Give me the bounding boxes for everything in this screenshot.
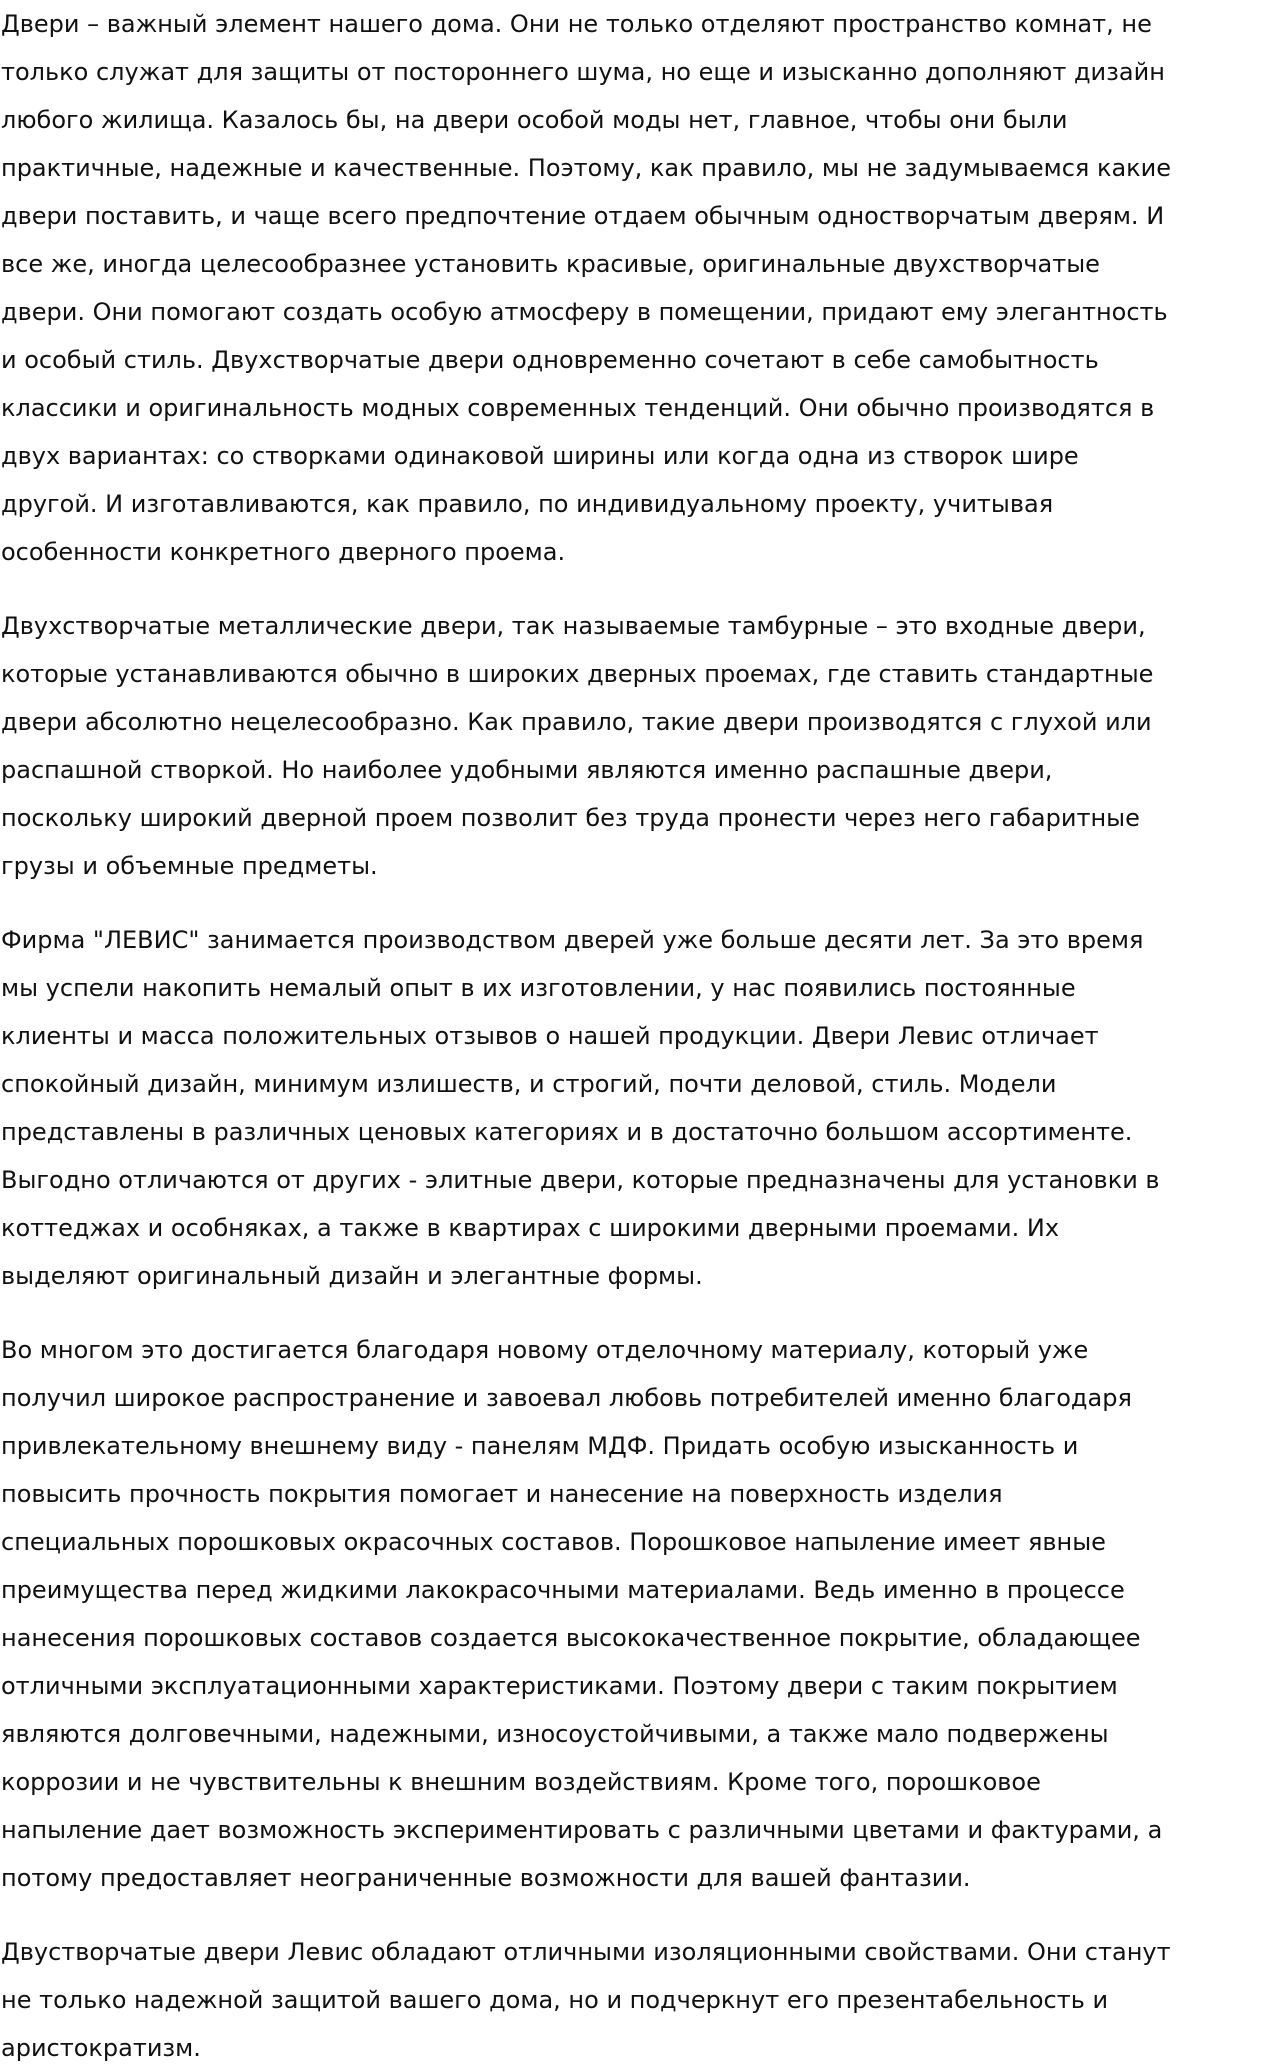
text-line: все же, иногда целесообразнее установить красивые, оригинальные двухстворчатые — [1, 250, 1100, 278]
text-line: двери. Они помогают создать особую атмосферу в помещении, придают ему элегантность — [1, 298, 1168, 326]
paragraph-company — [1, 916, 1270, 1300]
text-line: коттеджах и особняках, а также в квартирах с широкими дверными проемами. Их — [1, 1214, 1060, 1242]
text-line: грузы и объемные предметы. — [1, 852, 378, 880]
paragraph-materials — [1, 1326, 1270, 1902]
text-line: Двери – важный элемент нашего дома. Они не только отделяют пространство комнат, не — [1, 10, 1152, 38]
text-line: коррозии и не чувствительны к внешним воздействиям. Кроме того, порошковое — [1, 1768, 1041, 1796]
text-line: клиенты и масса положительных отзывов о нашей продукции. Двери Левис отличает — [1, 1022, 1099, 1050]
text-line: спокойный дизайн, минимум излишеств, и строгий, почти деловой, стиль. Модели — [1, 1070, 1057, 1098]
text-line: Во многом это достигается благодаря новому отделочному материалу, который уже — [1, 1336, 1089, 1364]
text-line: поскольку широкий дверной проем позволит без труда пронести через него габаритные — [1, 804, 1140, 832]
text-line: не только надежной защитой вашего дома, но и подчеркнут его презентабельность и — [1, 1986, 1109, 2014]
text-line: которые устанавливаются обычно в широких дверных проемах, где ставить стандартные — [1, 660, 1154, 688]
text-line: привлекательному внешнему виду - панелям МДФ. Придать особую изысканность и — [1, 1432, 1079, 1460]
text-line: представлены в различных ценовых категориях и в достаточно большом ассортименте. — [1, 1118, 1133, 1146]
paragraph-spacer — [1, 576, 1270, 602]
text-line: двух вариантах: со створками одинаковой ширины или когда одна из створок шире — [1, 442, 1079, 470]
paragraph-conclusion — [1, 1928, 1270, 2072]
text-line: аристократизм. — [1, 2034, 201, 2062]
text-line: Выгодно отличаются от других - элитные двери, которые предназначены для установки в — [1, 1166, 1160, 1194]
text-line: отличными эксплуатационными характеристиками. Поэтому двери с таким покрытием — [1, 1672, 1118, 1700]
text-line: потому предоставляет неограниченные возможности для вашей фантазии. — [1, 1864, 971, 1892]
text-line: особенности конкретного дверного проема. — [1, 538, 566, 566]
paragraph-tambour-doors — [1, 602, 1270, 890]
text-line: двери абсолютно нецелесообразно. Как правило, такие двери производятся с глухой или — [1, 708, 1152, 736]
text-line: распашной створкой. Но наиболее удобными являются именно распашные двери, — [1, 756, 1053, 784]
text-line: преимущества перед жидкими лакокрасочными материалами. Ведь именно в процессе — [1, 1576, 1125, 1604]
paragraph-intro — [1, 0, 1270, 576]
text-line: двери поставить, и чаще всего предпочтение отдаем обычным одностворчатым дверям. И — [1, 202, 1165, 230]
paragraph-spacer — [1, 890, 1270, 916]
paragraph-spacer — [1, 1902, 1270, 1928]
text-line: Фирма "ЛЕВИС" занимается производством дверей уже больше десяти лет. За это время — [1, 926, 1144, 954]
text-line: являются долговечными, надежными, износоустойчивыми, а также мало подвержены — [1, 1720, 1109, 1748]
text-line: специальных порошковых окрасочных составов. Порошковое напыление имеет явные — [1, 1528, 1106, 1556]
text-line: получил широкое распространение и завоевал любовь потребителей именно благодаря — [1, 1384, 1132, 1412]
text-line: выделяют оригинальный дизайн и элегантные формы. — [1, 1262, 703, 1290]
text-line: практичные, надежные и качественные. Поэтому, как правило, мы не задумываемся какие — [1, 154, 1172, 182]
text-line: Двухстворчатые металлические двери, так называемые тамбурные – это входные двери, — [1, 612, 1146, 640]
text-line: повысить прочность покрытия помогает и нанесение на поверхность изделия — [1, 1480, 1003, 1508]
paragraph-spacer — [1, 1300, 1270, 1326]
text-line: мы успели накопить немалый опыт в их изготовлении, у нас появились постоянные — [1, 974, 1076, 1002]
text-line: Двустворчатые двери Левис обладают отличными изоляционными свойствами. Они станут — [1, 1938, 1171, 1966]
text-line: и особый стиль. Двухстворчатые двери одновременно сочетают в себе самобытность — [1, 346, 1099, 374]
text-line: только служат для защиты от постороннего шума, но еще и изысканно дополняют дизайн — [1, 58, 1165, 86]
text-line: напыление дает возможность экспериментировать с различными цветами и фактурами, а — [1, 1816, 1163, 1844]
text-line: любого жилища. Казалось бы, на двери особой моды нет, главное, чтобы они были — [1, 106, 1068, 134]
text-line: другой. И изготавливаются, как правило, по индивидуальному проекту, учитывая — [1, 490, 1054, 518]
text-line: нанесения порошковых составов создается высококачественное покрытие, обладающее — [1, 1624, 1141, 1652]
text-line: классики и оригинальность модных современных тенденций. Они обычно производятся в — [1, 394, 1155, 422]
